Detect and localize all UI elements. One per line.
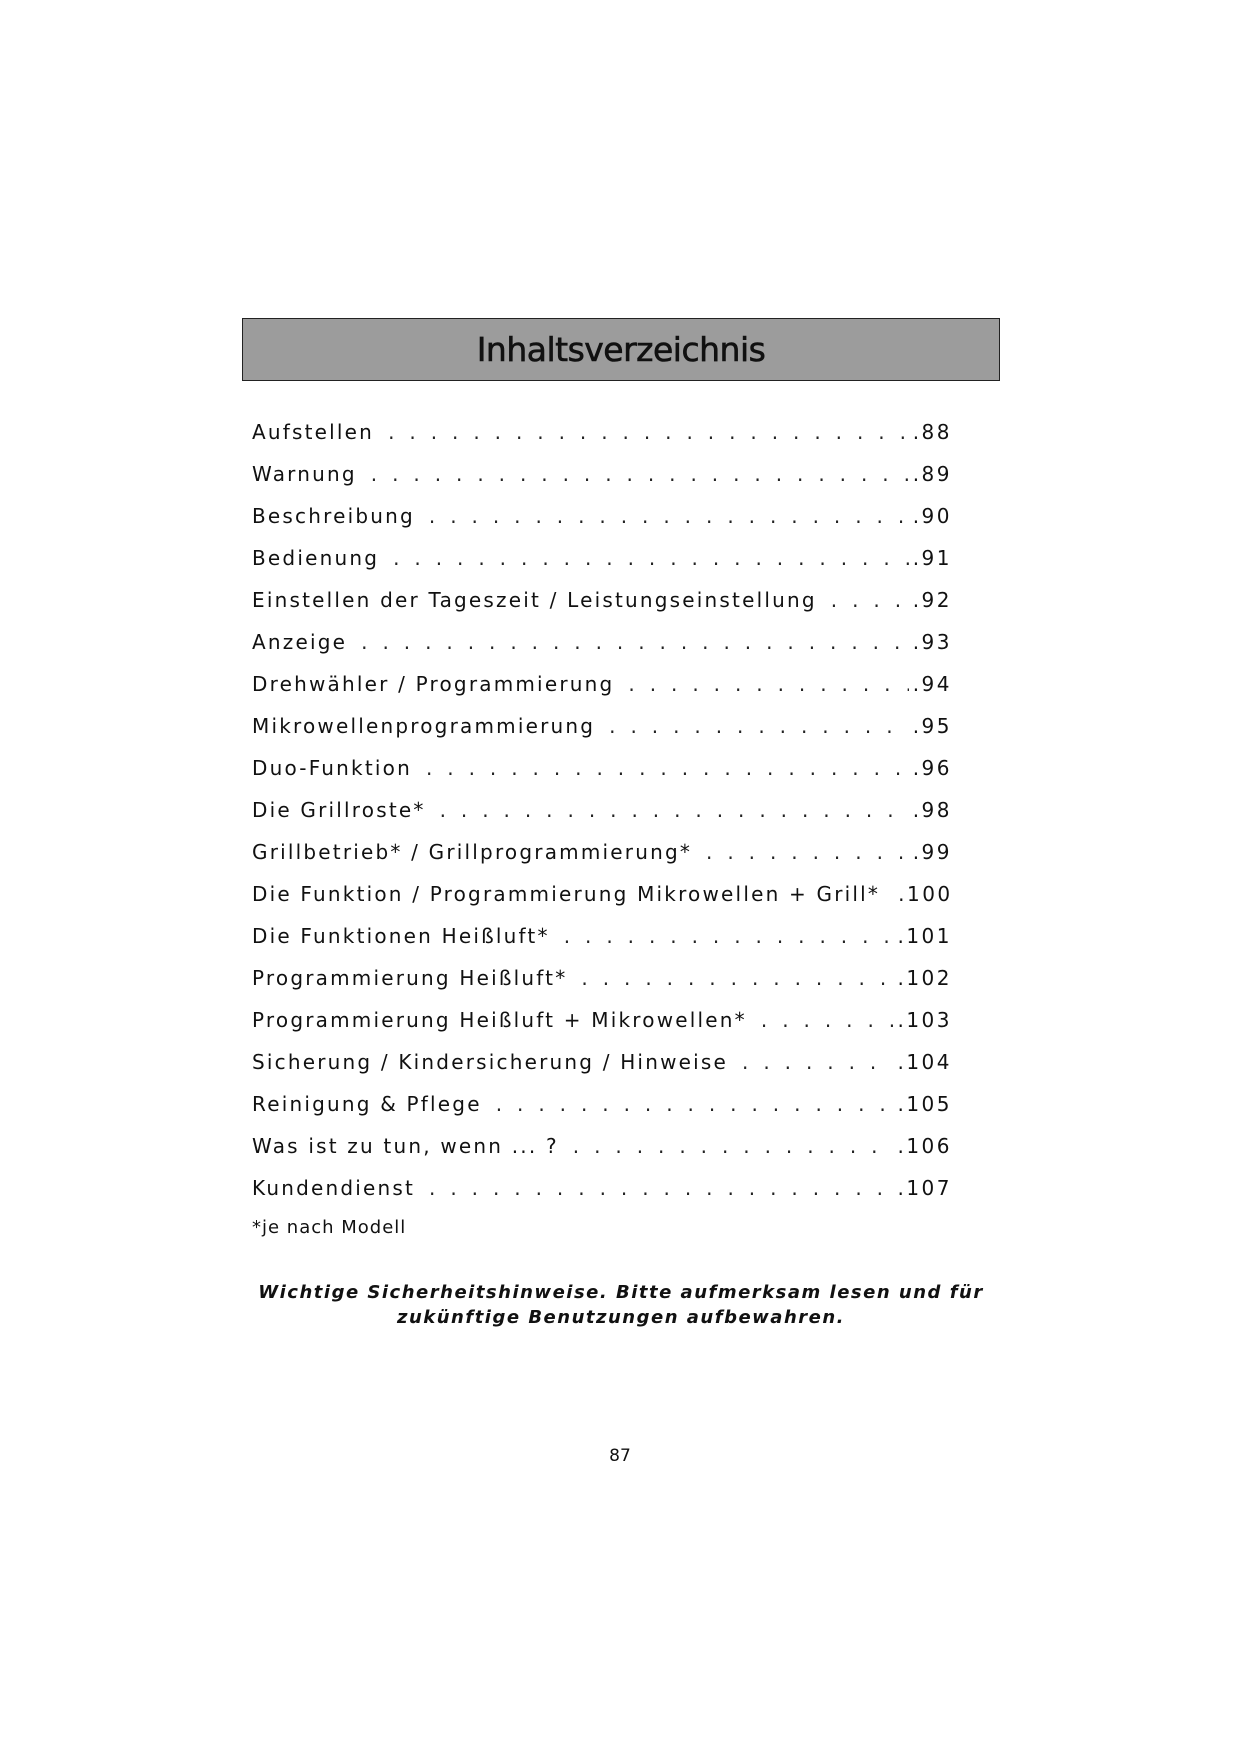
toc-dot-leader: [609, 714, 909, 738]
footnote: *je nach Modell: [252, 1217, 407, 1238]
toc-entry-label: Kundendienst: [252, 1176, 416, 1200]
toc-dot-leader: [831, 588, 909, 612]
toc-entry-label: Beschreibung: [252, 504, 415, 528]
toc-entry-page: .101: [897, 924, 952, 948]
table-of-contents: [252, 420, 952, 1218]
toc-entry-page: .88: [912, 420, 952, 444]
toc-dot-leader: [371, 462, 909, 486]
toc-entry-page: .95: [912, 714, 952, 738]
toc-entry-label: Grillbetrieb* / Grillprogrammierung*: [252, 840, 693, 864]
toc-entry: [252, 420, 952, 462]
toc-entry-page: .104: [897, 1050, 952, 1074]
toc-entry: [252, 588, 952, 630]
toc-entry: [252, 924, 952, 966]
toc-entry-label: Die Grillroste*: [252, 798, 426, 822]
toc-entry-label: Reinigung & Pflege: [252, 1092, 482, 1116]
toc-entry-label: Aufstellen: [252, 420, 375, 444]
toc-entry-page: .98: [912, 798, 952, 822]
toc-entry: [252, 1176, 952, 1218]
toc-entry: [252, 504, 952, 546]
toc-dot-leader: [496, 1092, 894, 1116]
toc-entry-label: Die Funktion / Programmierung Mikrowellen + Grill*: [252, 882, 881, 906]
toc-dot-leader: [388, 420, 909, 444]
toc-dot-leader: [426, 756, 909, 780]
toc-entry-label: Bedienung: [252, 546, 380, 570]
toc-entry-label: Mikrowellenprogrammierung: [252, 714, 596, 738]
toc-entry-page: .99: [912, 840, 952, 864]
toc-dot-leader: [706, 840, 909, 864]
toc-entry: [252, 672, 952, 714]
safety-notice-line-1: Wichtige Sicherheitshinweise. Bitte aufmerksam lesen und für: [258, 1282, 984, 1303]
toc-entry: [252, 1134, 952, 1176]
toc-entry-label: Programmierung Heißluft*: [252, 966, 568, 990]
toc-entry-label: Sicherung / Kindersicherung / Hinweise: [252, 1050, 729, 1074]
toc-entry-label: Warnung: [252, 462, 357, 486]
toc-entry-page: .89: [912, 462, 952, 486]
toc-entry-page: .105: [897, 1092, 952, 1116]
safety-notice: [242, 1280, 1000, 1330]
toc-dot-leader: [581, 966, 893, 990]
toc-entry-page: .96: [912, 756, 952, 780]
toc-entry: [252, 840, 952, 882]
toc-entry-label: Programmierung Heißluft + Mikrowellen*: [252, 1008, 747, 1032]
toc-entry: [252, 630, 952, 672]
toc-dot-leader: [429, 504, 909, 528]
toc-entry-label: Die Funktionen Heißluft*: [252, 924, 550, 948]
page-title: Inhaltsverzeichnis: [476, 330, 766, 369]
toc-entry: [252, 714, 952, 756]
toc-dot-leader: [361, 630, 909, 654]
toc-entry-page: .107: [897, 1176, 952, 1200]
toc-entry-label: Drehwähler / Programmierung: [252, 672, 615, 696]
toc-entry-page: .100: [898, 882, 953, 906]
toc-entry: [252, 1050, 952, 1092]
title-box: [242, 318, 1000, 381]
toc-entry-page: .93: [912, 630, 952, 654]
toc-dot-leader: [440, 798, 909, 822]
toc-entry: [252, 798, 952, 840]
toc-dot-leader: [628, 672, 908, 696]
toc-entry-page: .94: [912, 672, 952, 696]
toc-entry-label: Anzeige: [252, 630, 348, 654]
toc-entry: [252, 966, 952, 1008]
toc-dot-leader: [761, 1008, 894, 1032]
toc-dot-leader: [564, 924, 894, 948]
toc-entry-label: Was ist zu tun, wenn ... ?: [252, 1134, 559, 1158]
toc-entry: [252, 1092, 952, 1134]
toc-entry: [252, 462, 952, 504]
page-number: 87: [609, 1446, 631, 1466]
toc-entry-page: .106: [897, 1134, 952, 1158]
toc-entry: [252, 546, 952, 588]
toc-entry-page: .90: [912, 504, 952, 528]
toc-entry-page: .103: [897, 1008, 952, 1032]
toc-dot-leader: [573, 1134, 894, 1158]
toc-entry: [252, 882, 952, 924]
toc-entry-page: .91: [912, 546, 952, 570]
toc-entry-page: .92: [912, 588, 952, 612]
safety-notice-line-2: zukünftige Benutzungen aufbewahren.: [396, 1307, 845, 1328]
toc-dot-leader: [393, 546, 909, 570]
toc-entry: [252, 1008, 952, 1050]
toc-entry-page: .102: [897, 966, 952, 990]
toc-entry-label: Einstellen der Tageszeit / Leistungseinstellung: [252, 588, 817, 612]
toc-entry: [252, 756, 952, 798]
toc-entry-label: Duo-Funktion: [252, 756, 412, 780]
toc-dot-leader: [429, 1176, 893, 1200]
toc-dot-leader: [742, 1050, 893, 1074]
